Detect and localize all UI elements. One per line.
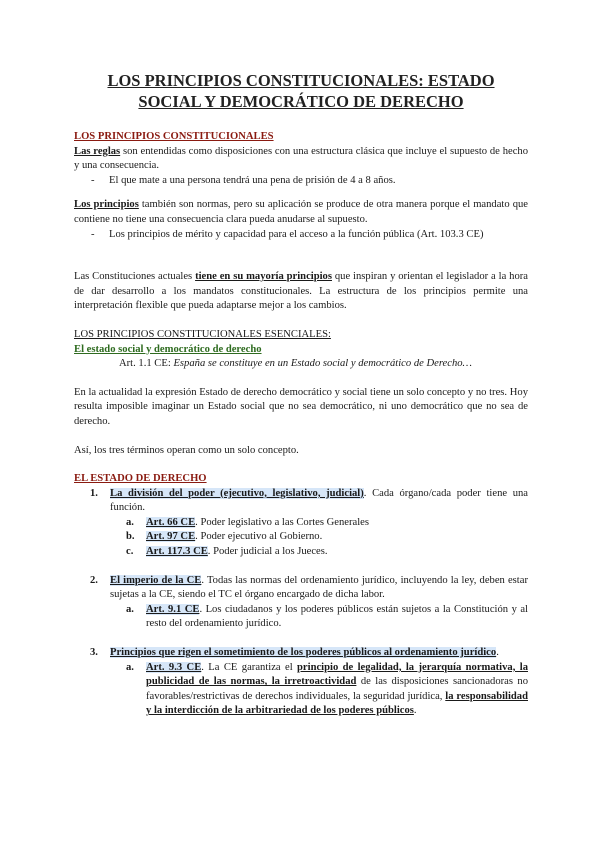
item-title: El imperio de la CE bbox=[110, 574, 202, 586]
sub-article: Art. 9.1 CE bbox=[146, 603, 200, 615]
section-heading-esenciales: LOS PRINCIPIOS CONSTITUCIONALES ESENCIALES: bbox=[74, 328, 331, 340]
sub-letter: a. bbox=[126, 661, 134, 673]
sub-item-art-9-1 bbox=[74, 603, 528, 632]
sub-article: Art. 9.3 CE bbox=[146, 661, 202, 673]
sub-text: . Poder judicial a los Jueces. bbox=[207, 546, 328, 558]
sub-text: . La CE garantiza el bbox=[201, 661, 298, 673]
list-number: 1. bbox=[90, 487, 98, 499]
sub-item-art-66 bbox=[74, 516, 528, 531]
article-quote: España se constituye en un Estado social y democrático de Derecho… bbox=[173, 358, 472, 370]
bullet-principios-example: - Los principios de mérito y capacidad para el acceso a la función pública (Art. 103.3 CE) bbox=[74, 228, 528, 243]
sub-bold-principles: principio de legalidad, la jerarquía normativa, la publicidad de las normas, la irretroactividad bbox=[146, 661, 528, 688]
article-label: Art. 1.1 CE: bbox=[119, 358, 174, 370]
constituciones-text-post: que inspiran y orientan el legislador a la hora de dar desarrollo a los mandatos constitucionales. La estructura de los principios permite una interpretación flexible que pueda adaptarse mejor a los cambios. bbox=[74, 271, 529, 312]
list-item-imperio-ce bbox=[74, 574, 528, 603]
paragraph-tres-terminos: Así, los tres términos operan como un solo concepto. bbox=[74, 444, 299, 456]
principios-text: también son normas, pero su aplicación se produce de otra manera porque el mandato que contiene no tiene una consecuencia clara pueda anudarse al supuesto. bbox=[74, 199, 528, 225]
list-item-division-poder bbox=[74, 487, 528, 516]
sub-text: . Poder ejecutivo al Gobierno. bbox=[195, 531, 323, 543]
document-content bbox=[74, 70, 528, 719]
sub-letter: c. bbox=[126, 546, 134, 558]
list-item-sometimiento bbox=[74, 646, 528, 661]
list-number: 2. bbox=[90, 574, 98, 586]
sub-letter: b. bbox=[126, 531, 135, 543]
reglas-text: son entendidas como disposiciones con una estructura clásica que incluye el supuesto de hecho y una consecuencia. bbox=[74, 145, 528, 172]
section-heading-principios: LOS PRINCIPIOS CONSTITUCIONALES bbox=[74, 131, 274, 142]
sub-item-art-97 bbox=[74, 530, 528, 545]
item-text: . bbox=[496, 647, 499, 659]
item-text: . Todas las normas del ordenamiento jurídico, incluyendo la ley, deben estar sujetas a la CE, siendo el TC el órgano encargado de dicha labor. bbox=[110, 574, 528, 601]
sub-article: Art. 97 CE bbox=[146, 531, 196, 543]
document-title: LOS PRINCIPIOS CONSTITUCIONALES: ESTADO SOCIAL Y DEMOCRÁTICO DE DERECHO bbox=[107, 71, 495, 111]
sub-item-art-9-3 bbox=[74, 661, 528, 719]
sub-bold-responsabilidad: la responsabilidad y la interdicción de la arbitrariedad de los poderes públicos bbox=[146, 690, 528, 717]
item-title: Principios que rigen el sometimiento de los poderes públicos al ordenamiento jurídico bbox=[110, 647, 497, 659]
item-text: . Cada órgano/cada poder tiene una función. bbox=[110, 487, 529, 514]
sub-text: . bbox=[413, 705, 417, 717]
list-number: 3. bbox=[90, 647, 98, 659]
sub-letter: a. bbox=[126, 603, 134, 615]
sub-article: Art. 117.3 CE bbox=[146, 546, 208, 558]
sub-item-art-117 bbox=[74, 545, 528, 560]
sub-text: de las disposiciones sancionadoras no favorables/restrictivas de derechos individuales, la seguridad jurídica, bbox=[146, 676, 529, 702]
paragraph-principios bbox=[74, 198, 528, 227]
sub-text: . Los ciudadanos y los poderes públicos están sujetos a la Constitución y al resto del ordenamiento jurídico. bbox=[146, 603, 528, 630]
constituciones-bold: tiene en su mayoría principios bbox=[195, 271, 332, 283]
constituciones-text-pre: Las Constituciones actuales bbox=[74, 271, 196, 283]
sub-letter: a. bbox=[126, 516, 134, 528]
term-reglas: Las reglas bbox=[74, 145, 121, 157]
paragraph-constituciones bbox=[74, 270, 528, 314]
section-heading-estado-derecho: EL ESTADO DE DERECHO bbox=[74, 473, 207, 485]
paragraph-reglas bbox=[74, 145, 528, 174]
item-title: La división del poder (ejecutivo, legislativo, judicial) bbox=[110, 487, 364, 499]
term-principios: Los principios bbox=[74, 199, 139, 211]
bullet-reglas-example: - El que mate a una persona tendrá una pena de prisión de 4 a 8 años. bbox=[74, 174, 528, 189]
sub-text: . Poder legislativo a las Cortes Generales bbox=[195, 516, 370, 528]
article-1-1-quote bbox=[74, 357, 528, 372]
sub-article: Art. 66 CE bbox=[146, 516, 196, 528]
paragraph-actualidad: En la actualidad la expresión Estado de derecho democrático y social tiene un solo concepto y no tres. Hoy resulta imposible imaginar un Estado social que no sea democrático, ni uno democrático que no sea de derecho. bbox=[74, 386, 528, 427]
subheading-estado-social: El estado social y democrático de derecho bbox=[74, 343, 262, 355]
